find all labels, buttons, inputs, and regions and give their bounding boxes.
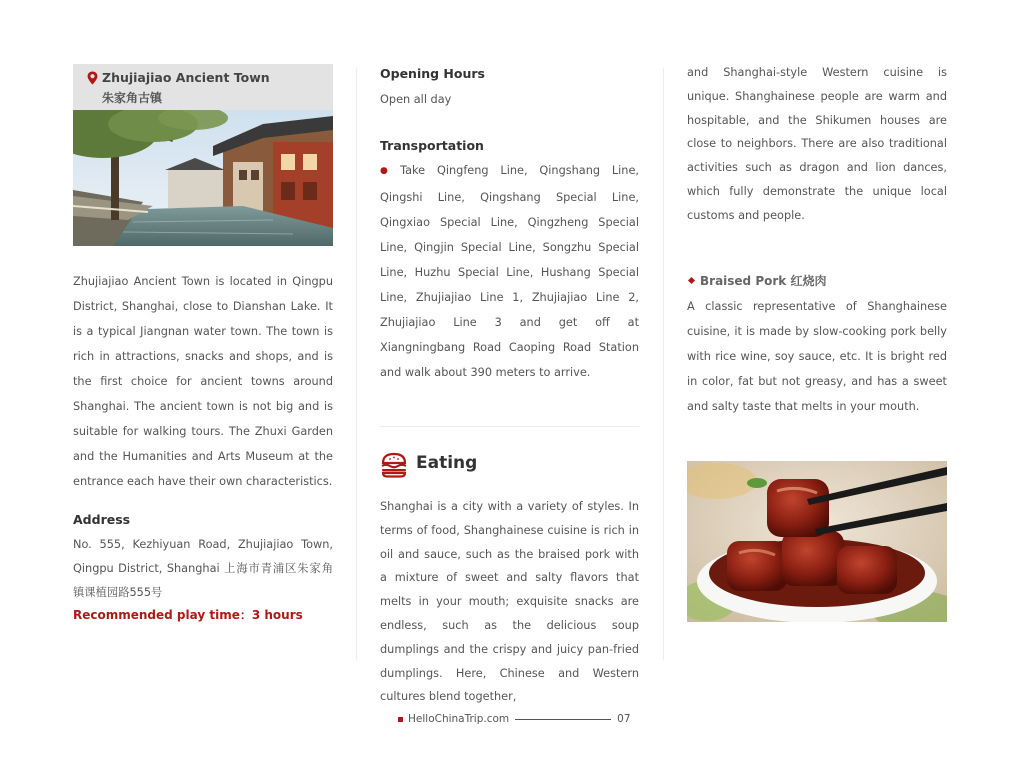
- page-number: 07: [617, 713, 631, 725]
- water-town-photo: [73, 110, 333, 246]
- eating-text: Shanghai is a city with a variety of styles. In terms of food, Shanghainese cuisine is rich in oil and sauce, such as the braised pork with a mixture of sweet and salty flavors that melts in your mouth; exquisite snacks are endless, such as the delicious soup dumplings and the crispy and juicy pan-fried dumplings. Here, Chinese and Western cultures blend together,: [380, 500, 639, 704]
- eating-title: Eating: [416, 453, 478, 473]
- column-middle: [380, 64, 639, 709]
- address-text: No. 555, Kezhiyuan Road, Zhujiajiao Town, Qingpu District, Shanghai 上海市青浦区朱家角镇课植园路555号: [73, 538, 333, 599]
- opening-hours-heading: Opening Hours: [380, 66, 485, 81]
- column-divider-left: [356, 68, 357, 660]
- section-divider: [380, 426, 639, 427]
- footer-square-icon: [398, 717, 403, 722]
- town-description: Zhujiajiao Ancient Town is located in Qingpu District, Shanghai, close to Dianshan Lake. It is a typical Jiangnan water town. The town is rich in attractions, snacks and shops, and is the first choice for ancient towns around Shanghai. The ancient town is not big and is suitable for walking tours. The Zhuxi Garden and the Humanities and Arts Museum at the entrance each have their own characteristics.: [73, 275, 333, 488]
- place-title-en: Zhujiajiao Ancient Town: [102, 70, 270, 85]
- dish-heading: Braised Pork 红烧肉: [687, 271, 947, 291]
- braised-pork-photo: [687, 461, 947, 622]
- transportation-text: ● Take Qingfeng Line, Qingshang Line, Qingshi Line, Qingshang Special Line, Qingxiao Special Line, Qingzheng Special Line, Qingjin Special Line, Songzhu Special Line, Huzhu Special Line, Hushang Special Line, Zhujiajiao Line 1, Zhujiajiao Line 2, Zhujiajiao Line 3 and get off at Xiangningbang Road Caoping Road Station and walk about 390 meters to arrive.: [380, 164, 639, 379]
- column-left: [73, 64, 333, 624]
- diamond-bullet-icon: [688, 277, 695, 284]
- page-footer: [398, 711, 631, 727]
- opening-hours-text: Open all day: [380, 93, 452, 106]
- column-divider-right: [663, 68, 664, 660]
- place-title-zh: 朱家角古镇: [102, 91, 163, 105]
- dish-description: A classic representative of Shanghainese cuisine, it is made by slow-cooking pork belly with rice wine, soy sauce, etc. It is bright red in color, fat but not greasy, and has a sweet and salty taste that melts in your mouth.: [687, 299, 947, 413]
- recommended-play-time: Recommended play time：3 hours: [73, 608, 303, 622]
- column-right: [687, 64, 947, 622]
- culture-text-continued: and Shanghai-style Western cuisine is unique. Shanghainese people are warm and hospitable, and the Shikumen houses are close to neighbors. There are also traditional activities such as dragon and lion dances, which fully demonstrate the unique local customs and people.: [687, 66, 947, 222]
- footer-site: HelloChinaTrip.com: [408, 713, 510, 725]
- address-heading: Address: [73, 512, 131, 527]
- burger-icon: [380, 452, 408, 478]
- bullet-icon: ●: [380, 166, 397, 176]
- eating-header: [380, 451, 639, 481]
- footer-line: [515, 719, 611, 720]
- transportation-heading: Transportation: [380, 138, 484, 153]
- location-pin-icon: [87, 71, 98, 85]
- place-title-box: [73, 64, 333, 110]
